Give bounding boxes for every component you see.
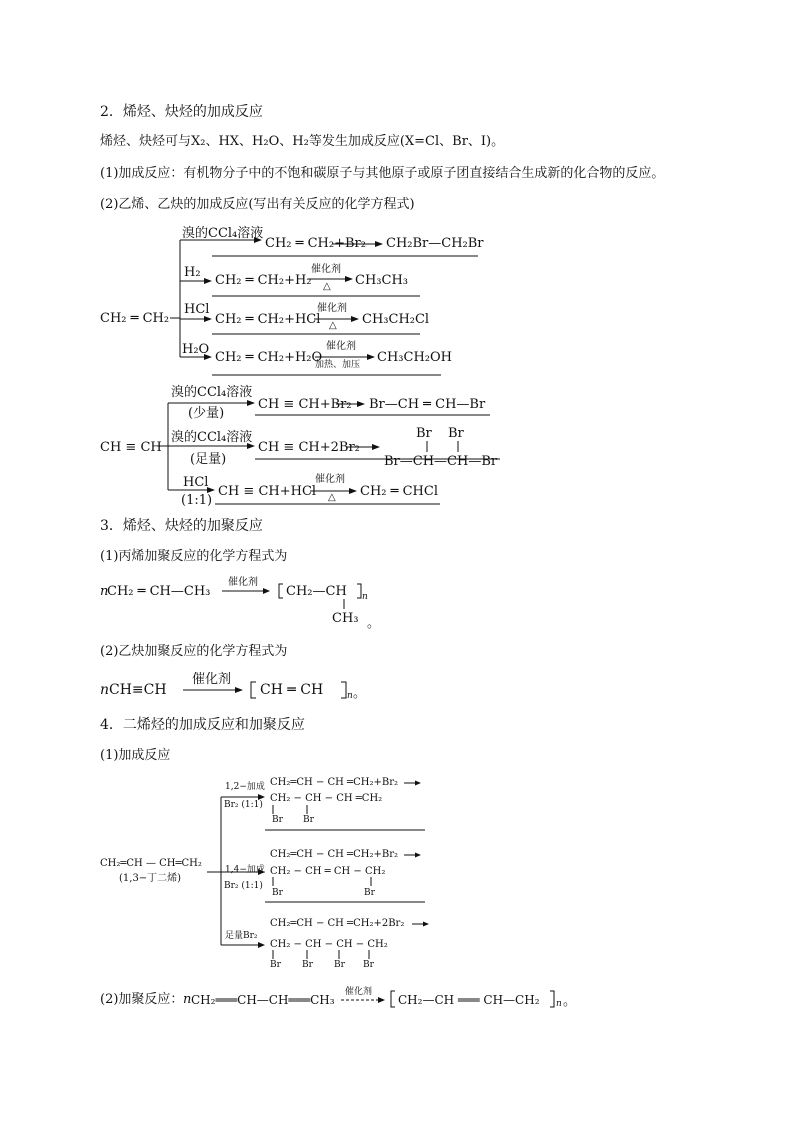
ethyne-br2-small-reactants: CH ≡ CH+Br₂ [258,397,352,412]
diene-12-product: CH₂ − CH − CH ═CH₂ [270,793,383,804]
butadiene-name: (1,3−丁二烯) [119,873,182,884]
cond-12-ratio: Br₂ (1:1) [224,800,263,810]
section-2-subtitle: (2)乙烯、乙炔的加成反应(写出有关反应的化学方程式) [100,197,415,212]
ethyne-br2-excess-reactants: CH ≡ CH+2Br₂ [258,440,360,455]
ethyne-cond-hcl-ratio: (1:1) [181,493,213,508]
ethyne-poly-n: n [100,682,110,698]
ethyne-poly-monomer: CH≡CH [109,682,167,698]
cond-12-addition: 1,2−加成 [225,782,265,792]
ethyne-poly-period: 。 [353,686,367,701]
diene-12-br-1: Br [272,815,283,825]
diene-poly-period: 。 [563,994,577,1009]
diene-14-reactants: CH₂═CH − CH ═CH₂+Br₂ [270,849,398,860]
diene-polymerization-label: (2)加聚反应： [100,992,184,1007]
ethyne-hcl-reactants: CH ≡ CH+HCl [218,484,317,499]
ethyne-cond-hcl: HCl [183,475,209,490]
ethene-root: CH₂ ═ CH₂ [100,311,170,326]
ethyne-polymerization-label: (2)乙炔加聚反应的化学方程式为 [100,644,288,659]
ethyne-cond-br2-small: 溴的CCl₄溶液 [171,385,253,400]
propene-monomer: CH₂ ═ CH—CH₃ [107,584,211,599]
cond-excess-br2: 足量Br₂ [225,931,258,941]
diene-addition-label: (1)加成反应 [100,748,171,763]
ethyne-hcl-heat: △ [328,492,336,503]
ethene-hcl-product: CH₃CH₂Cl [362,312,430,327]
ethene-cond-hcl: HCl [184,302,210,317]
ethyne-br2-excess-product: Br—CH—CH—Br [384,454,498,469]
cond-14-addition: 1,4−加成 [225,865,265,875]
diene-poly-polymer: CH₂—CH ═══ CH—CH₂ [398,993,540,1007]
propene-period: 。 [367,616,381,631]
ethene-hcl-heat: △ [329,320,337,331]
ethyne-root: CH ≡ CH [100,440,162,455]
ethyne-poly-catalyst: 催化剂 [192,672,232,687]
diene-excess-reactants: CH₂═CH − CH ═CH₂+2Br₂ [270,918,405,929]
ethene-h2-reactants: CH₂ ═ CH₂+H₂ [215,273,312,288]
diene-12-reactants: CH₂═CH − CH ═CH₂+Br₂ [270,777,398,788]
ethene-h2o-product: CH₃CH₂OH [377,350,452,365]
ethene-cond-h2: H₂ [184,265,201,280]
diene-14-product: CH₂ − CH ═ CH − CH₂ [270,866,386,877]
ethyne-cond-br2-excess: 溴的CCl₄溶液 [171,430,253,445]
propene-polymerization-label: (1)丙烯加聚反应的化学方程式为 [100,549,288,564]
diene-excess-br-4: Br [363,960,374,970]
ethene-h2o-conditions: 加热、加压 [315,360,361,370]
diene-poly-n-sub: n [556,999,562,1009]
ethene-h2-catalyst: 催化剂 [311,264,341,275]
ethyne-hcl-catalyst: 催化剂 [315,474,345,485]
ethyne-product-br-top-right: Br [448,426,464,441]
diene-poly-monomer: CH₂═══CH—CH═══CH₃ [191,993,335,1007]
diene-12-br-2: Br [303,815,314,825]
diene-excess-br-2: Br [302,960,313,970]
cond-14-ratio: Br₂ (1:1) [224,881,263,891]
propene-catalyst: 催化剂 [228,577,258,588]
ethyne-br2-small-product: Br—CH ═ CH—Br [369,397,486,412]
butadiene-root: CH₂═CH — CH═CH₂ [100,858,202,869]
ethyne-poly-n-sub: n [347,691,353,701]
diene-excess-br-1: Br [270,960,281,970]
ethene-br2-reactants: CH₂ ═ CH₂+Br₂ [265,236,366,251]
section-2-intro: 烯烃、炔烃可与X₂、HX、H₂O、H₂等发生加成反应(X=Cl、Br、I)。 [100,134,505,149]
ethene-br2-product: CH₂Br—CH₂Br [386,236,484,251]
ethene-cond-br2: 溴的CCl₄溶液 [182,226,264,241]
ethyne-cond-small-note: (少量) [188,406,225,421]
ethyne-cond-excess-note: (足量) [190,452,227,467]
section-2-definition: (1)加成反应：有机物分子中的不饱和碳原子与其他原子或原子团直接结合生成新的化合物的反应。 [100,166,665,181]
propene-methyl-branch: CH₃ [332,611,359,626]
propene-polymer: CH₂—CH [286,584,347,599]
diene-excess-br-3: Br [334,960,345,970]
ethyne-hcl-product: CH₂ ═ CHCl [360,484,438,499]
ethene-h2-heat: △ [323,281,331,292]
section-2-title: 2．烯烃、炔烃的加成反应 [100,104,263,120]
diene-excess-product: CH₂ − CH − CH − CH₂ [270,939,388,950]
ethene-hcl-reactants: CH₂ ═ CH₂+HCl [215,312,321,327]
section-4-title: 4．二烯烃的加成反应和加聚反应 [100,717,305,733]
diene-poly-catalyst: 催化剂 [345,987,373,997]
diene-14-br-1: Br [272,888,283,898]
section-3-title: 3．烯烃、炔烃的加聚反应 [100,518,263,534]
propene-polymer-n: n [362,592,368,602]
ethene-h2-product: CH₃CH₃ [355,273,408,288]
ethyne-product-br-top-left: Br [416,426,432,441]
ethene-h2o-reactants: CH₂ ═ CH₂+H₂O [215,350,323,365]
propene-n: n [100,584,109,599]
ethene-hcl-catalyst: 催化剂 [317,303,347,314]
ethyne-poly-polymer: CH ═ CH [260,682,324,698]
ethene-cond-h2o: H₂O [182,342,210,357]
diene-poly-n: n [183,992,192,1007]
ethene-h2o-catalyst: 催化剂 [326,341,356,352]
diene-14-br-2: Br [364,888,375,898]
